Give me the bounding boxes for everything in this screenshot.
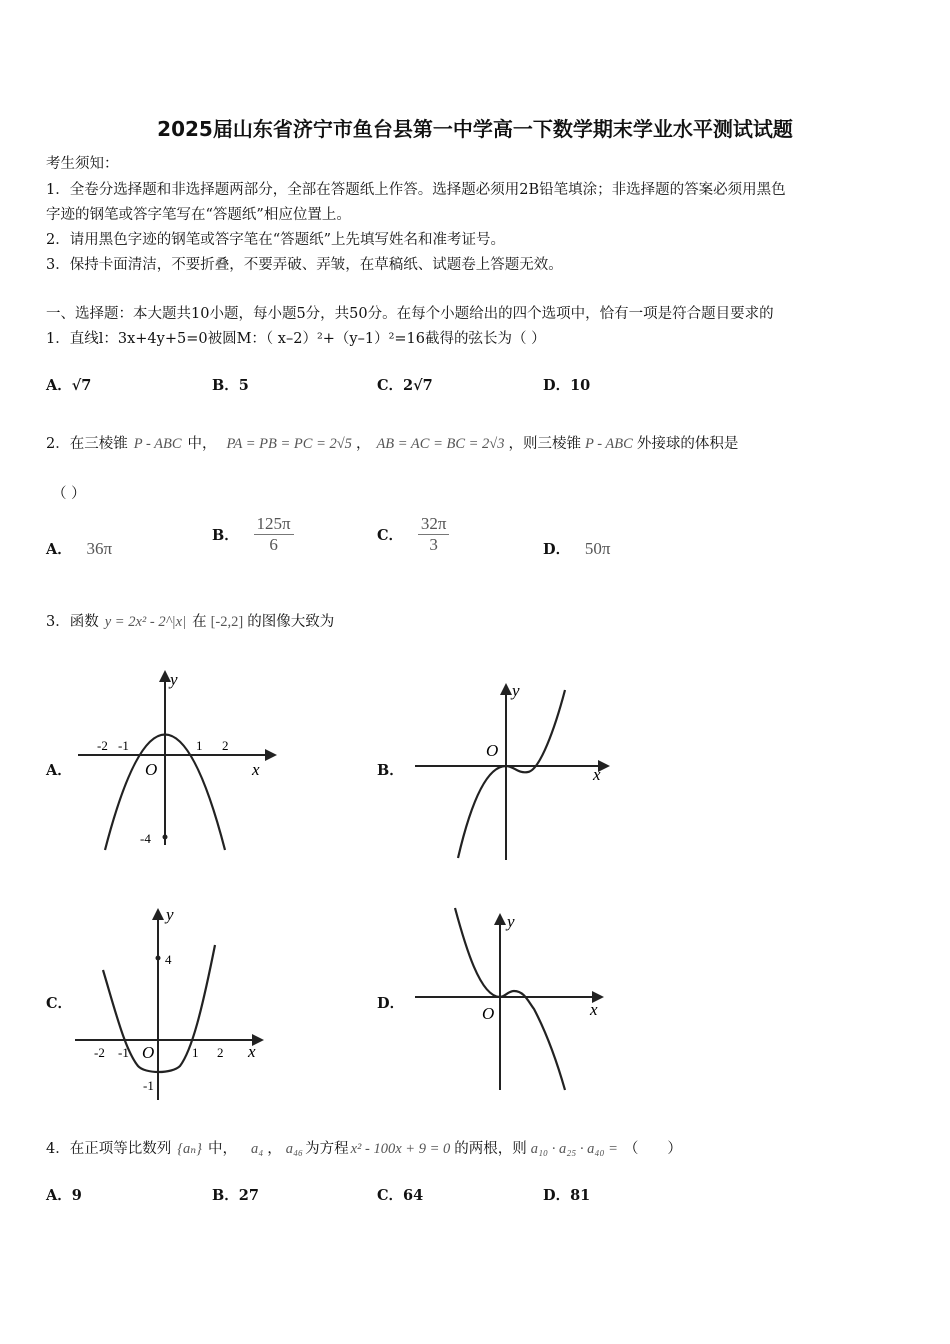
q2-cond-2: AB = AC = BC = 2√3 [376, 436, 505, 452]
graph-a-origin: O [145, 760, 158, 779]
notice-item-1: 1．全卷分选择题和非选择题两部分，全部在答题纸上作答。选择题必须用2B铅笔填涂；非选择题的答案必须用黑色 [46, 182, 786, 198]
q1-option-c[interactable]: C．2√7 [377, 377, 433, 394]
q2-option-a-label: A． [46, 541, 72, 558]
graph-d-y-arrow [494, 913, 506, 925]
q1-option-d[interactable]: D．10 [543, 377, 591, 394]
graph-c-tick-neg2: -2 [94, 1045, 105, 1060]
q3-interval: [-2,2] [210, 614, 244, 630]
graph-c-tick-neg1-y: -1 [143, 1078, 154, 1093]
q3-option-a[interactable]: A． [46, 762, 72, 779]
graph-c-y-label: y [166, 905, 174, 924]
graph-c [70, 900, 280, 1105]
q2-stem [46, 432, 738, 453]
graph-d-curve [455, 908, 565, 1090]
page-title: 2025届山东省济宁市鱼台县第一中学高一下数学期末学业水平测试试题 [157, 117, 793, 141]
q2-option-b-numerator: 125π [254, 514, 294, 535]
q4-a46: a₄₆ [285, 1141, 304, 1157]
q2-option-d-label: D． [543, 541, 571, 558]
q4-option-a[interactable]: A．9 [46, 1187, 82, 1204]
q4-text-2: 为方程 [305, 1141, 349, 1157]
graph-c-y-arrow [152, 908, 164, 920]
q2-text-4: 外接球的体积是 [636, 436, 739, 452]
q2-option-c-label: C． [377, 527, 404, 544]
notice-heading: 考生须知： [46, 156, 119, 172]
graph-c-tick-1: 1 [192, 1045, 199, 1060]
q4-option-b[interactable]: B．27 [212, 1187, 259, 1204]
q2-option-d[interactable] [543, 538, 610, 559]
q4-text-3: 的两根，则 [454, 1141, 527, 1157]
q2-option-c-denominator: 3 [429, 535, 438, 554]
q3-text-1: 在 [192, 614, 207, 630]
q2-option-c[interactable] [377, 514, 449, 555]
q2-cond-1: PA = PB = PC = 2√5 [226, 436, 352, 452]
q3-text-2: 的图像大致为 [247, 614, 335, 630]
section-heading: 一、选择题：本大题共10小题，每小题5分，共50分。在每个小题给出的四个选项中，恰有一项是符合题目要求的 [46, 306, 774, 322]
q1-option-b[interactable]: B．5 [212, 377, 249, 394]
q2-paren: （ ） [52, 486, 86, 502]
graph-c-tick-neg1: -1 [118, 1045, 129, 1060]
graph-b-y-label: y [512, 681, 520, 700]
graph-a-tick-neg2: -2 [97, 738, 108, 753]
q3-function: y = 2x² - 2^|x| [104, 614, 187, 630]
graph-d-origin: O [482, 1004, 495, 1023]
graph-c-origin: O [142, 1043, 155, 1062]
q2-tetra-1: P - ABC [133, 436, 182, 452]
graph-c-tick-2: 2 [217, 1045, 224, 1060]
q2-num: 2．在三棱锥 [46, 436, 128, 452]
q2-option-d-value: 50π [584, 539, 611, 558]
q2-option-b-label: B． [212, 527, 239, 544]
notice-item-3: 3．保持卡面清洁，不要折叠，不要弄破、弄皱，在草稿纸、试题卷上答题无效。 [46, 257, 563, 273]
graph-a-y-label: y [170, 670, 178, 689]
graph-a-tick-2: 2 [222, 738, 229, 753]
q2-tetra-2: P - ABC [585, 436, 633, 452]
graph-c-tick-4: 4 [165, 952, 172, 967]
q3-option-c[interactable]: C． [46, 995, 73, 1012]
q4-option-d[interactable]: D．81 [543, 1187, 591, 1204]
q2-option-a-value: 36π [86, 539, 113, 558]
q4-paren: （ ） [623, 1141, 682, 1157]
q2-text-2: ， [355, 436, 371, 452]
graph-b-y-arrow [500, 683, 512, 695]
graph-a-tick-neg1: -1 [118, 738, 129, 753]
graph-d-y-label: y [507, 912, 515, 931]
q2-option-b-denominator: 6 [269, 535, 278, 554]
q4-product: a₁₀ · a₂₅ · a₄₀ = [530, 1141, 618, 1157]
q4-num: 4．在正项等比数列 [46, 1141, 172, 1157]
q4-option-c[interactable]: C．64 [377, 1187, 424, 1204]
notice-item-1-cont: 字迹的钢笔或答字笔写在“答题纸”相应位置上。 [46, 207, 351, 223]
graph-b-x-label: x [593, 765, 601, 784]
q4-comma: ， [267, 1141, 282, 1157]
q3-option-d[interactable]: D． [377, 995, 405, 1012]
graph-a [70, 665, 280, 855]
q3-stem [46, 610, 334, 631]
q2-option-b-fraction [254, 514, 294, 555]
q4-equation: x² - 100x + 9 = 0 [350, 1141, 451, 1157]
q2-option-c-fraction [418, 514, 450, 555]
q1-option-a[interactable]: A．√7 [46, 377, 92, 394]
q1-stem: 1．直线l：3x+4y+5=0被圆M：（ x–2）²+（y–1）²=16截得的弦长为（ ） [46, 331, 546, 347]
q2-text-1: 中， [187, 436, 217, 452]
graph-a-tick-neg4: -4 [140, 831, 151, 846]
notice-item-2: 2．请用黑色字迹的钢笔或答字笔在“答题纸”上先填写姓名和准考证号。 [46, 232, 506, 248]
q3-num: 3．函数 [46, 614, 99, 630]
q4-sequence: {aₙ} [177, 1141, 202, 1157]
q3-option-b[interactable]: B． [377, 762, 404, 779]
q2-option-a[interactable] [46, 538, 112, 559]
q4-a4: a₄ [250, 1141, 264, 1157]
graph-b-curve [458, 690, 565, 858]
q2-option-b[interactable] [212, 514, 294, 555]
graph-b-origin: O [486, 741, 499, 760]
graph-a-x-arrow [265, 749, 277, 761]
graph-b [410, 678, 610, 860]
q4-text-1: 中， [207, 1141, 237, 1157]
graph-a-tick-1: 1 [196, 738, 203, 753]
q4-stem [46, 1137, 682, 1158]
graph-d-x-label: x [590, 1000, 598, 1019]
q2-option-c-numerator: 32π [418, 514, 450, 535]
graph-c-x-label: x [248, 1042, 256, 1061]
q2-text-3: ，则三棱锥 [508, 436, 582, 452]
graph-a-x-label: x [252, 760, 260, 779]
graph-c-point [156, 956, 161, 961]
graph-d [410, 905, 610, 1095]
graph-a-point [163, 835, 168, 840]
